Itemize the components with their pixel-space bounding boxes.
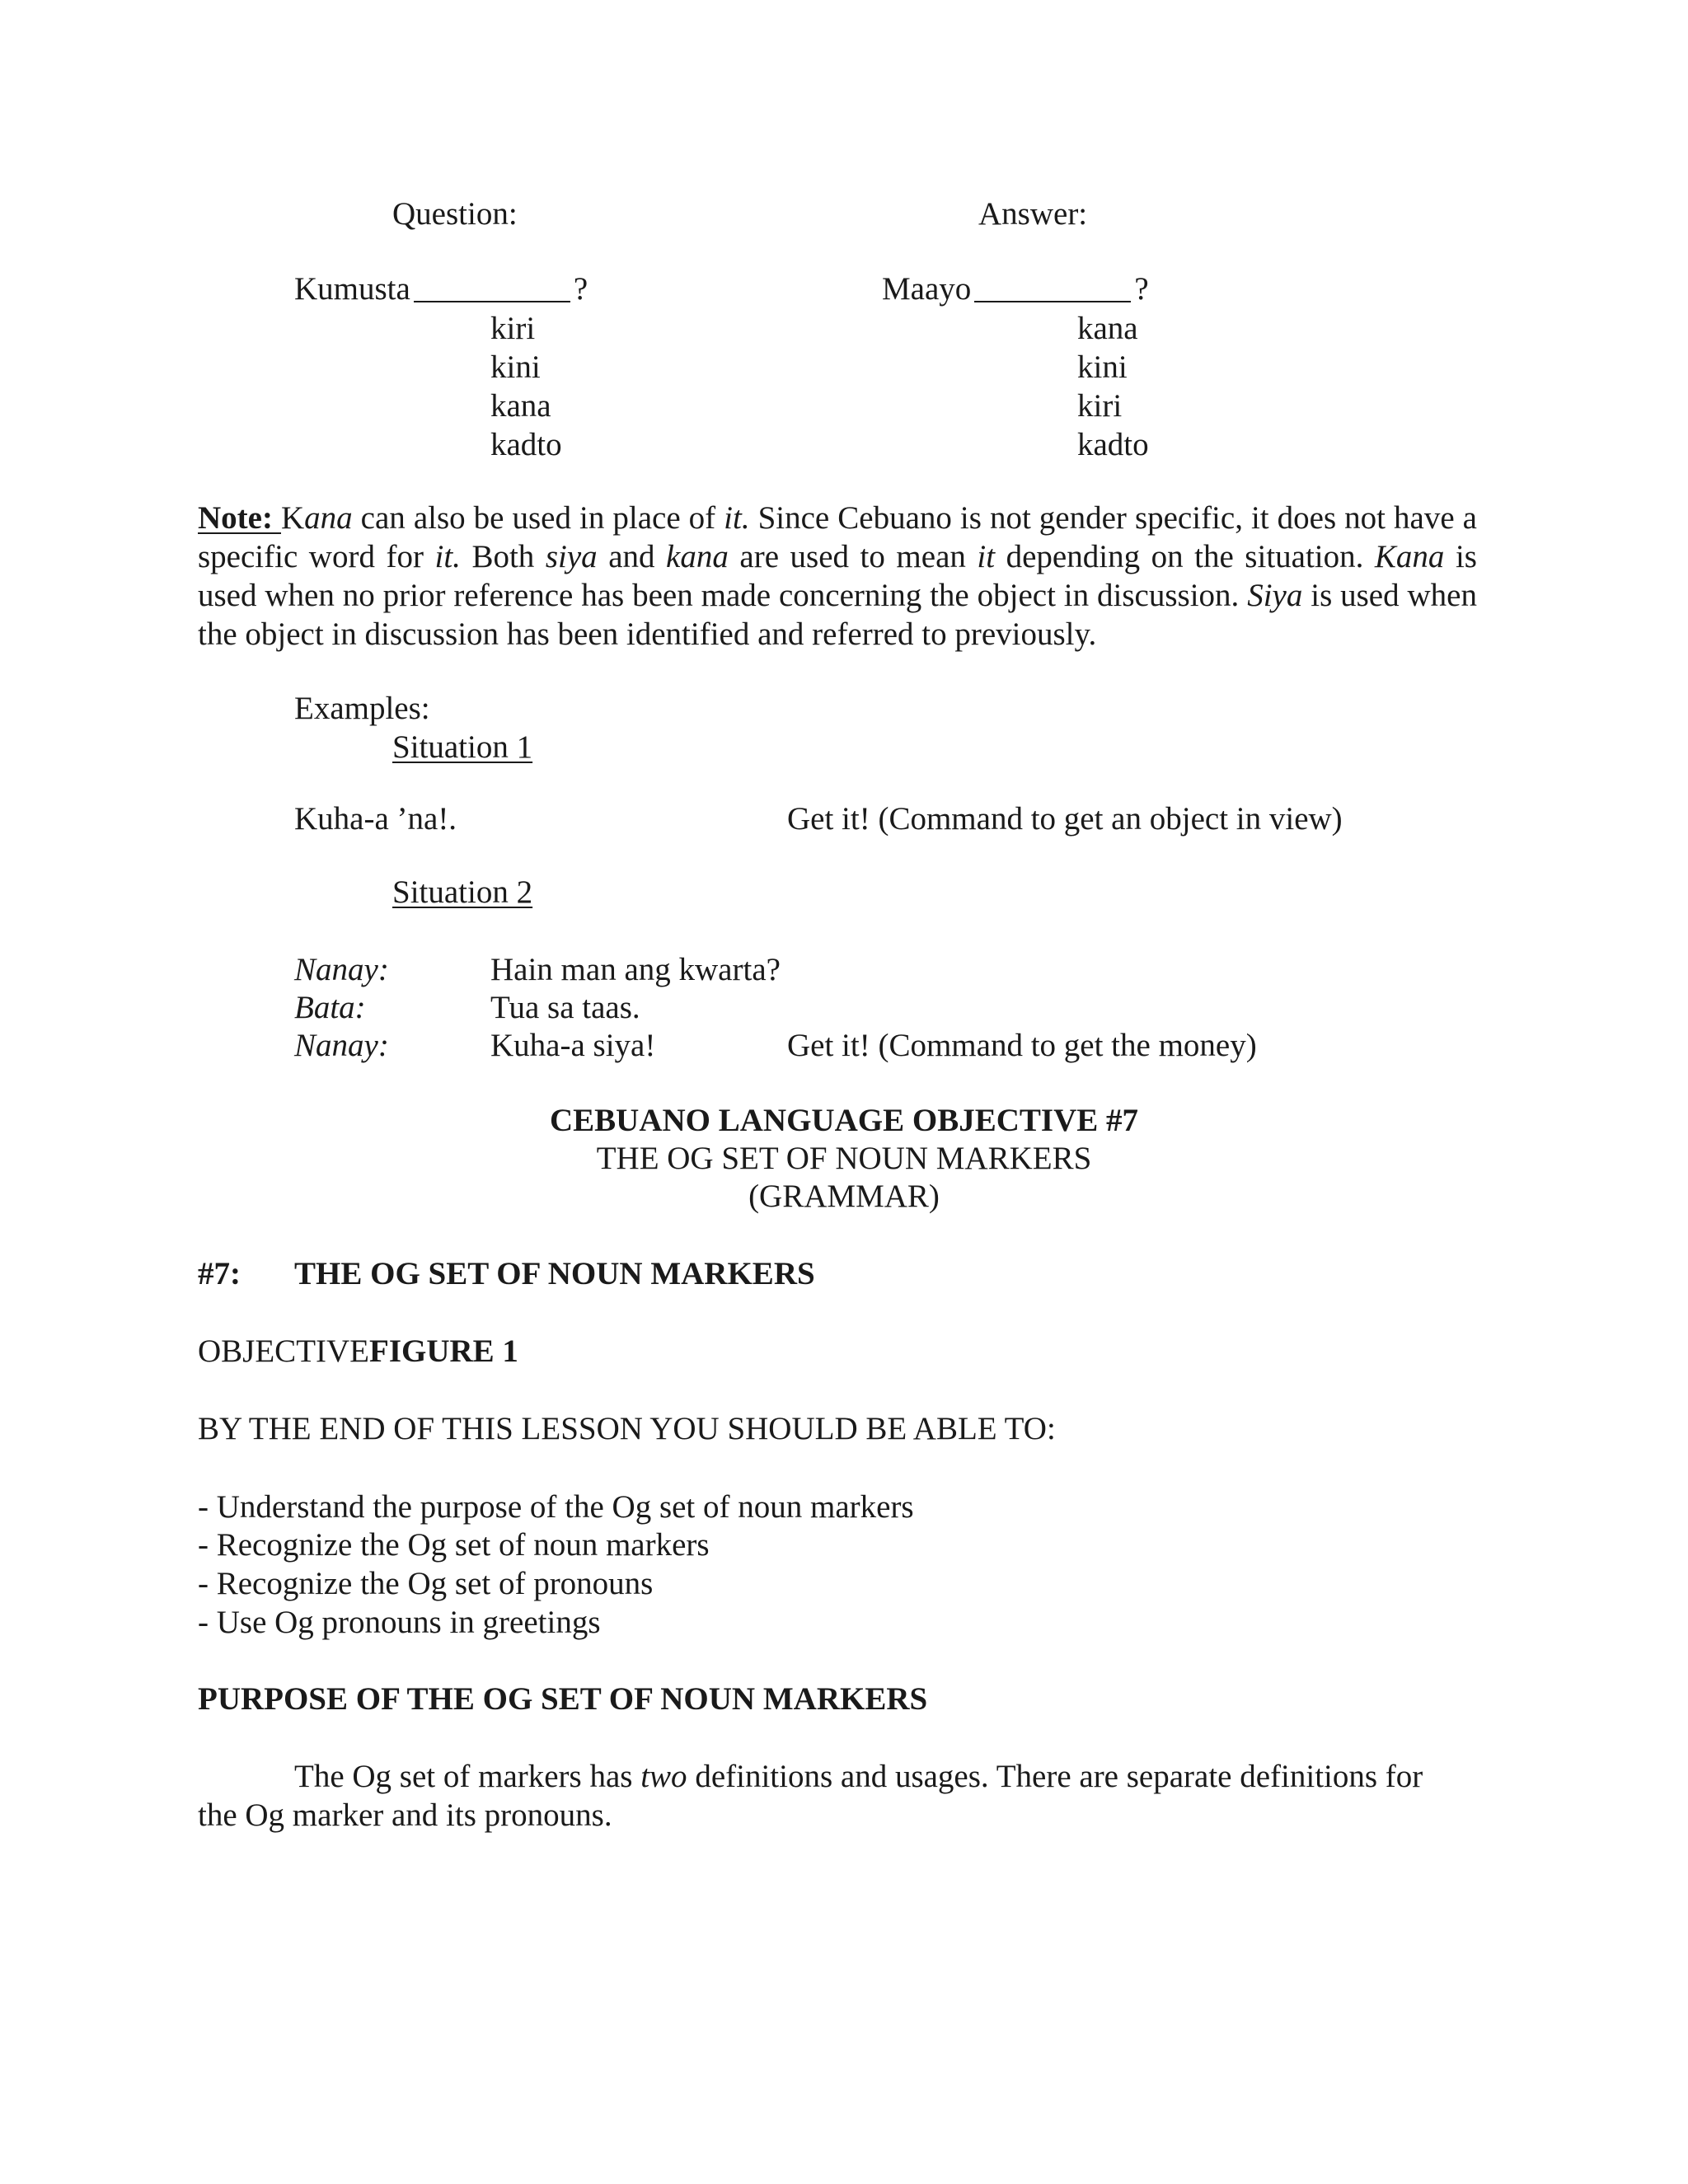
answer-prompt: [882, 269, 1149, 309]
dialogue-line: Hain man ang kwarta?: [490, 952, 781, 987]
goal-item: - Understand the purpose of the Og set of noun markers: [198, 1489, 914, 1525]
note-paragraph: Note: Kana can also be used in place of it. Since Cebuano is not gender specific, it does not have a specific word for it. Both siya and kana are used to mean it depending on the situation. Kana is used when no prior reference has been made concerning the object in discussion. Siya is used when the object in discussion has been identified and referred to previously.: [198, 500, 1477, 652]
figure-label: FIGURE 1: [369, 1333, 518, 1369]
answer-option: kini: [1077, 349, 1128, 385]
dialogue-speaker: Bata:: [294, 990, 366, 1025]
situation-1-label: Situation 1: [392, 729, 533, 765]
objective-subtitle: THE OG SET OF NOUN MARKERS: [596, 1141, 1092, 1176]
examples-heading: Examples:: [294, 691, 430, 726]
dialogue-translation: Get it! (Command to get the money): [787, 1028, 1257, 1063]
answer-option: kana: [1077, 311, 1138, 346]
answer-prefix: Maayo: [882, 271, 972, 307]
section-number: #7:: [198, 1256, 241, 1291]
dialogue-speaker: Nanay:: [294, 952, 389, 987]
goal-item: - Recognize the Og set of pronouns: [198, 1566, 654, 1601]
purpose-paragraph-line2: the Og marker and its pronouns.: [198, 1797, 612, 1833]
goal-item: - Use Og pronouns in greetings: [198, 1605, 601, 1640]
situation-2-label: Situation 2: [392, 874, 533, 910]
question-mark: ?: [573, 271, 588, 307]
question-option: kadto: [490, 427, 562, 462]
note-label: Note:: [198, 500, 281, 536]
purpose-heading: PURPOSE OF THE OG SET OF NOUN MARKERS: [198, 1681, 928, 1717]
answer-mark: ?: [1134, 271, 1149, 307]
question-option: kiri: [490, 311, 536, 346]
answer-option: kiri: [1077, 388, 1123, 424]
purpose-paragraph-line1: The Og set of markers has two definitions and usages. There are separate definitions for: [294, 1759, 1423, 1794]
question-heading: Question:: [392, 196, 518, 232]
question-prefix: Kumusta: [294, 271, 410, 307]
answer-blank: [974, 271, 1131, 302]
dialogue-line: Kuha-a siya!: [490, 1028, 656, 1063]
situation-1-english: Get it! (Command to get an object in view): [787, 801, 1343, 837]
goal-item: - Recognize the Og set of noun markers: [198, 1527, 710, 1563]
objective-label: OBJECTIVE: [198, 1333, 369, 1369]
objective-line: [198, 1332, 518, 1371]
answer-heading: Answer:: [978, 196, 1088, 232]
situation-1-cebuano: Kuha-a ’na!.: [294, 801, 457, 837]
dialogue-speaker: Nanay:: [294, 1028, 389, 1063]
question-blank: [414, 271, 570, 302]
section-title: THE OG SET OF NOUN MARKERS: [294, 1256, 815, 1291]
lesson-intro: BY THE END OF THIS LESSON YOU SHOULD BE ABLE TO:: [198, 1411, 1056, 1446]
objective-title: CEBUANO LANGUAGE OBJECTIVE #7: [549, 1103, 1139, 1138]
objective-category: (GRAMMAR): [748, 1179, 940, 1214]
answer-option: kadto: [1077, 427, 1149, 462]
question-option: kini: [490, 349, 541, 385]
dialogue-line: Tua sa taas.: [490, 990, 640, 1025]
question-option: kana: [490, 388, 551, 424]
question-prompt: [294, 269, 588, 309]
